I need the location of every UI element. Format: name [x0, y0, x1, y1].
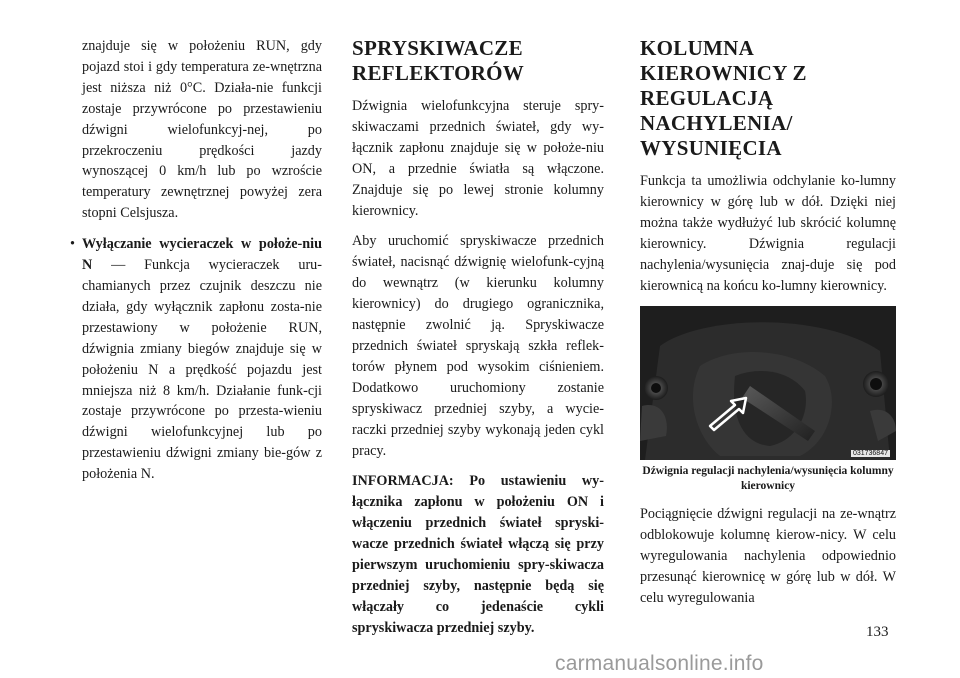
section-heading-tilt-telescope-column: KOLUMNA KIEROWNICY Z REGULACJĄ NACHYLENIA/ WYSUNIĘCIA: [640, 36, 807, 160]
paragraph-rain-sensor-continued: znajduje się w położeniu RUN, gdy pojazd stoi i gdy temperatura ze-wnętrzna jest niższa niż 0°C. Działa-nie funkcji zostaje przywrócone po przestawieniu dźwigni wielofunkcyj-nej, po przekroczeniu prędkości jazdy wynoszącej 0 km/h lub po wzroście temperatury zewnętrznej powyżej zera stopni Celsjusza.: [82, 38, 322, 222]
column-middle: [352, 36, 604, 649]
paragraph-washers-intro: Dźwignia wielofunkcyjna steruje spry-skiwaczami przednich świateł, gdy wy-łącznik zapłonu znajduje się w położe-niu ON, a przednie światła są włączone. Znajduje się po lewej stronie kolumny kierownicy.: [352, 98, 604, 219]
bullet-item-wiper-n-position: [70, 234, 322, 485]
bullet-icon: •: [70, 236, 75, 253]
steering-column-illustration: [640, 306, 896, 460]
steering-column-lever-photo: [640, 306, 896, 460]
section-heading-headlamp-washers: SPRYSKIWACZE REFLEKTORÓW: [352, 36, 525, 85]
paragraph-tilt-intro: Funkcja ta umożliwia odchylanie ko-lumny kierownicy w górę lub w dół. Dzięki niej można także wydłużyć lub skrócić kolumnę kierownicy. Dźwignia regulacji nachylenia/wysunięcia znaj-duje się pod kierownicą na końcu ko-lumny kierownicy.: [640, 173, 896, 294]
note-information: INFORMACJA: Po ustawieniu wy-łącznika zapłonu w położeniu ON i włączeniu przednich świateł spryski-wacze przednich świateł włączą się przy pierwszym uruchomieniu spry-skiwacza przedniej szyby, następnie będą się włączały co jedenaście cykli spryskiwacza przedniej szyby.: [352, 473, 604, 636]
bullet-text: — Funkcja wycieraczek uru-chamianych przez czujnik deszczu nie działa, gdy wyłącznik zapłonu zosta-nie przestawiony w położenie RUN, dźwignia zmiany biegów znajduje się w położeniu N a prędkość pojazdu jest mniejsza niż 8 km/h. Działanie funk-cji zostaje przywrócone po przesta-wieniu dźwigni wielofunkcyjnej lub po przestawieniu dźwigni zmiany bie-gów z położenia N.: [82, 257, 322, 483]
column-right: [640, 36, 896, 619]
bullet-bold-lead: Wyłączanie wycieraczek w położe-niu N: [82, 236, 322, 274]
paragraph-tilt-operation: Pociągnięcie dźwigni regulacji na ze-wnątrz odblokowuje kolumnę kierow-nicy. W celu wyregulowania nachylenia odpowiednio przesunąć kierownicę w górę lub w dół. W celu wyregulowania: [640, 506, 896, 607]
page-number: 133: [866, 624, 889, 640]
watermark: carmanualsonline.info: [555, 652, 764, 675]
image-code-label: 031736847: [852, 450, 888, 458]
paragraph-washers-operation: Aby uruchomić spryskiwacze przednich świateł, nacisnąć dźwignię wielofunk-cyjną do wewnątrz (w kierunku kolumny kierownicy) do drugiego ogranicznika, następnie zwolnić ją. Spryskiwacze przednich świateł spryskają szkła reflek-torów płynem pod wysokim ciśnieniem. Dodatkowo uruchomiony zostanie spryskiwacz przedniej szyby, a wycie-raczki przedniej szyby wykonają jeden cykl pracy.: [352, 233, 604, 459]
column-left: [70, 36, 322, 495]
figure-caption: Dźwignia regulacji nachylenia/wysunięcia kolumny kierownicy: [642, 465, 894, 493]
